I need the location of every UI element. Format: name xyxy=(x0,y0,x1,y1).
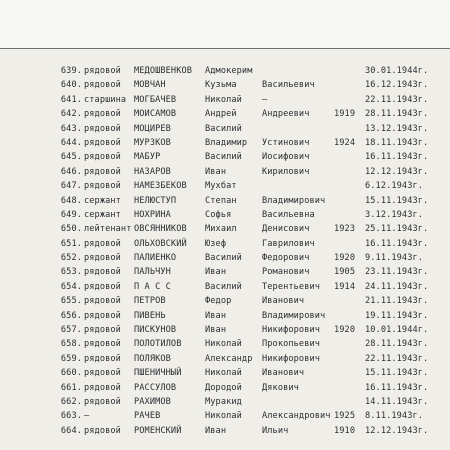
birth-year: 1919 xyxy=(334,109,356,120)
date: 16.12.1943г. xyxy=(365,80,429,91)
list-item xyxy=(0,237,450,251)
patronymic: Романович xyxy=(262,267,310,278)
date: 22.11.1943г. xyxy=(365,353,429,364)
patronymic: Федорович xyxy=(262,253,310,264)
given-name: Юзеф xyxy=(205,238,227,249)
surname: РОМЕНСКИЙ xyxy=(134,425,182,436)
surname: ПОЛЯКОВ xyxy=(134,353,171,364)
record-number: 642. xyxy=(60,109,82,120)
date: 15.11.1943г. xyxy=(365,195,429,206)
surname: МОВЧАН xyxy=(134,80,166,91)
list-item xyxy=(0,107,450,121)
record-number: 661. xyxy=(60,382,82,393)
list-item xyxy=(0,122,450,136)
list-item xyxy=(0,251,450,265)
patronymic: Иванович xyxy=(262,368,305,379)
surname: НЕЛЮСТУП xyxy=(134,195,177,206)
surname: ПИСКУНОВ xyxy=(134,325,177,336)
given-name: Михаил xyxy=(205,224,237,235)
date: 22.11.1943г. xyxy=(365,94,429,105)
list-item xyxy=(0,409,450,423)
given-name: Николай xyxy=(205,368,242,379)
list-item xyxy=(0,265,450,279)
patronymic: Васильевич xyxy=(262,80,315,91)
rank: рядовой xyxy=(84,382,121,393)
given-name: Мухбат xyxy=(205,181,237,192)
patronymic: Владимирович xyxy=(262,310,326,321)
rank: рядовой xyxy=(84,310,121,321)
record-number: 657. xyxy=(60,325,82,336)
rank: сержант xyxy=(84,209,121,220)
patronymic: Иосифович xyxy=(262,152,310,163)
rank: рядовой xyxy=(84,353,121,364)
list-item xyxy=(0,323,450,337)
surname: ПАЛЬЧУН xyxy=(134,267,171,278)
list-item xyxy=(0,309,450,323)
given-name: Адмокерим xyxy=(205,66,253,76)
patronymic: Кирилович xyxy=(262,166,310,177)
given-name: Владимир xyxy=(205,137,248,148)
patronymic: Дякович xyxy=(262,382,299,393)
record-list xyxy=(0,64,450,438)
surname: ПШЕНИЧНЫЙ xyxy=(134,368,182,379)
birth-year: 1925 xyxy=(334,411,356,422)
record-number: 645. xyxy=(60,152,82,163)
record-number: 652. xyxy=(60,253,82,264)
surname: НАМЕЗБЕКОВ xyxy=(134,181,187,192)
list-item xyxy=(0,395,450,409)
given-name: Василий xyxy=(205,123,242,134)
record-number: 659. xyxy=(60,353,82,364)
record-number: 653. xyxy=(60,267,82,278)
given-name: Николай xyxy=(205,411,242,422)
given-name: Софья xyxy=(205,209,232,220)
list-item xyxy=(0,337,450,351)
surname: МЕДОШВЕНКОВ xyxy=(134,66,193,76)
date: 28.11.1943г. xyxy=(365,109,429,120)
rank: лейтенант xyxy=(84,224,132,235)
rank: рядовой xyxy=(84,80,121,91)
rank: рядовой xyxy=(84,368,121,379)
surname: РАССУЛОВ xyxy=(134,382,177,393)
record-number: 646. xyxy=(60,166,82,177)
date: 19.11.1943г. xyxy=(365,310,429,321)
rank: рядовой xyxy=(84,181,121,192)
list-item xyxy=(0,150,450,164)
list-item xyxy=(0,64,450,78)
list-item xyxy=(0,78,450,92)
given-name: Иван xyxy=(205,166,227,177)
patronymic: Терентьевич xyxy=(262,281,321,292)
rank: рядовой xyxy=(84,253,121,264)
list-item xyxy=(0,381,450,395)
list-item xyxy=(0,136,450,150)
rank: рядовой xyxy=(84,137,121,148)
date: 30.01.1944г. xyxy=(365,66,429,76)
patronymic: Гаврилович xyxy=(262,238,315,249)
header-margin xyxy=(0,0,450,48)
record-number: 644. xyxy=(60,137,82,148)
record-number: 647. xyxy=(60,181,82,192)
date: 8.11.1943г. xyxy=(365,411,424,422)
record-number: 648. xyxy=(60,195,82,206)
record-number: 639. xyxy=(60,66,82,76)
list-item xyxy=(0,424,450,438)
list-item xyxy=(0,352,450,366)
birth-year: 1920 xyxy=(334,325,356,336)
given-name: Степан xyxy=(205,195,237,206)
given-name: Муракид xyxy=(205,396,242,407)
date: 28.11.1943г. xyxy=(365,339,429,350)
rank: рядовой xyxy=(84,281,121,292)
record-number: 654. xyxy=(60,281,82,292)
date: 16.11.1943г. xyxy=(365,238,429,249)
list-item xyxy=(0,294,450,308)
date: 13.12.1943г. xyxy=(365,123,429,134)
surname: ПЕТРОВ xyxy=(134,296,166,307)
given-name: Дородой xyxy=(205,382,242,393)
record-number: 662. xyxy=(60,396,82,407)
patronymic: Устинович xyxy=(262,137,310,148)
rank: рядовой xyxy=(84,267,121,278)
rank: – xyxy=(84,411,90,422)
surname: МОГБАЧЕВ xyxy=(134,94,177,105)
surname: ПИВЕНЬ xyxy=(134,310,166,321)
record-number: 663. xyxy=(60,411,82,422)
rank: рядовой xyxy=(84,396,121,407)
surname: ПАЛИЕНКО xyxy=(134,253,177,264)
date: 23.11.1943г. xyxy=(365,267,429,278)
date: 16.11.1943г. xyxy=(365,152,429,163)
birth-year: 1923 xyxy=(334,224,356,235)
patronymic: Васильевна xyxy=(262,209,315,220)
surname: МОЦИРЕВ xyxy=(134,123,171,134)
rank: рядовой xyxy=(84,109,121,120)
birth-year: 1920 xyxy=(334,253,356,264)
surname: ОВСЯННИКОВ xyxy=(134,224,187,235)
birth-year: 1910 xyxy=(334,425,356,436)
list-item xyxy=(0,222,450,236)
given-name: Иван xyxy=(205,325,227,336)
date: 15.11.1943г. xyxy=(365,368,429,379)
patronymic: – xyxy=(262,94,268,105)
patronymic: Никифорович xyxy=(262,325,321,336)
patronymic: Ильич xyxy=(262,425,289,436)
list-item xyxy=(0,208,450,222)
surname: НАЗАРОВ xyxy=(134,166,171,177)
record-number: 656. xyxy=(60,310,82,321)
list-item xyxy=(0,93,450,107)
surname: НОХРИНА xyxy=(134,209,171,220)
record-number: 664. xyxy=(60,425,82,436)
patronymic: Андреевич xyxy=(262,109,310,120)
date: 18.11.1943г. xyxy=(365,137,429,148)
rank: рядовой xyxy=(84,123,121,134)
given-name: Александр xyxy=(205,353,253,364)
date: 24.11.1943г. xyxy=(365,281,429,292)
surname: П А С С xyxy=(134,281,171,292)
record-number: 651. xyxy=(60,238,82,249)
patronymic: Иванович xyxy=(262,296,305,307)
date: 25.11.1943г. xyxy=(365,224,429,235)
patronymic: Денисович xyxy=(262,224,310,235)
date: 12.12.1943г. xyxy=(365,425,429,436)
date: 14.11.1943г. xyxy=(365,396,429,407)
rank: рядовой xyxy=(84,325,121,336)
rank: старшина xyxy=(84,94,127,105)
given-name: Николай xyxy=(205,339,242,350)
rank: рядовой xyxy=(84,425,121,436)
record-number: 660. xyxy=(60,368,82,379)
list-item xyxy=(0,194,450,208)
horizontal-rule xyxy=(0,48,450,49)
record-number: 655. xyxy=(60,296,82,307)
date: 9.11.1943г. xyxy=(365,253,424,264)
record-number: 641. xyxy=(60,94,82,105)
given-name: Иван xyxy=(205,310,227,321)
record-number: 649. xyxy=(60,209,82,220)
rank: рядовой xyxy=(84,66,121,76)
list-item xyxy=(0,179,450,193)
birth-year: 1905 xyxy=(334,267,356,278)
given-name: Василий xyxy=(205,152,242,163)
birth-year: 1924 xyxy=(334,137,356,148)
given-name: Кузьма xyxy=(205,80,237,91)
record-number: 658. xyxy=(60,339,82,350)
patronymic: Владимирович xyxy=(262,195,326,206)
surname: ПОЛОТИЛОВ xyxy=(134,339,182,350)
given-name: Василий xyxy=(205,253,242,264)
birth-year: 1914 xyxy=(334,281,356,292)
date: 3.12.1943г. xyxy=(365,209,424,220)
rank: рядовой xyxy=(84,238,121,249)
surname: РАХИМОВ xyxy=(134,396,171,407)
date: 21.11.1943г. xyxy=(365,296,429,307)
given-name: Иван xyxy=(205,267,227,278)
given-name: Федор xyxy=(205,296,232,307)
given-name: Андрей xyxy=(205,109,237,120)
rank: рядовой xyxy=(84,296,121,307)
given-name: Иван xyxy=(205,425,227,436)
list-item xyxy=(0,366,450,380)
date: 10.01.1944г. xyxy=(365,325,429,336)
patronymic: Никифорович xyxy=(262,353,321,364)
surname: МУРЗКОВ xyxy=(134,137,171,148)
patronymic: Александрович xyxy=(262,411,331,422)
rank: рядовой xyxy=(84,152,121,163)
record-number: 643. xyxy=(60,123,82,134)
date: 12.12.1943г. xyxy=(365,166,429,177)
rank: сержант xyxy=(84,195,121,206)
rank: рядовой xyxy=(84,166,121,177)
list-item xyxy=(0,165,450,179)
given-name: Николай xyxy=(205,94,242,105)
list-item xyxy=(0,280,450,294)
surname: ОЛЬХОВСКИЙ xyxy=(134,238,187,249)
surname: МАБУР xyxy=(134,152,161,163)
record-number: 650. xyxy=(60,224,82,235)
rank: рядовой xyxy=(84,339,121,350)
surname: РАЧЕВ xyxy=(134,411,161,422)
date: 6.12.1943г. xyxy=(365,181,424,192)
surname: МОИСАМОВ xyxy=(134,109,177,120)
patronymic: Прокопьевич xyxy=(262,339,321,350)
record-number: 640. xyxy=(60,80,82,91)
given-name: Василий xyxy=(205,281,242,292)
date: 16.11.1943г. xyxy=(365,382,429,393)
